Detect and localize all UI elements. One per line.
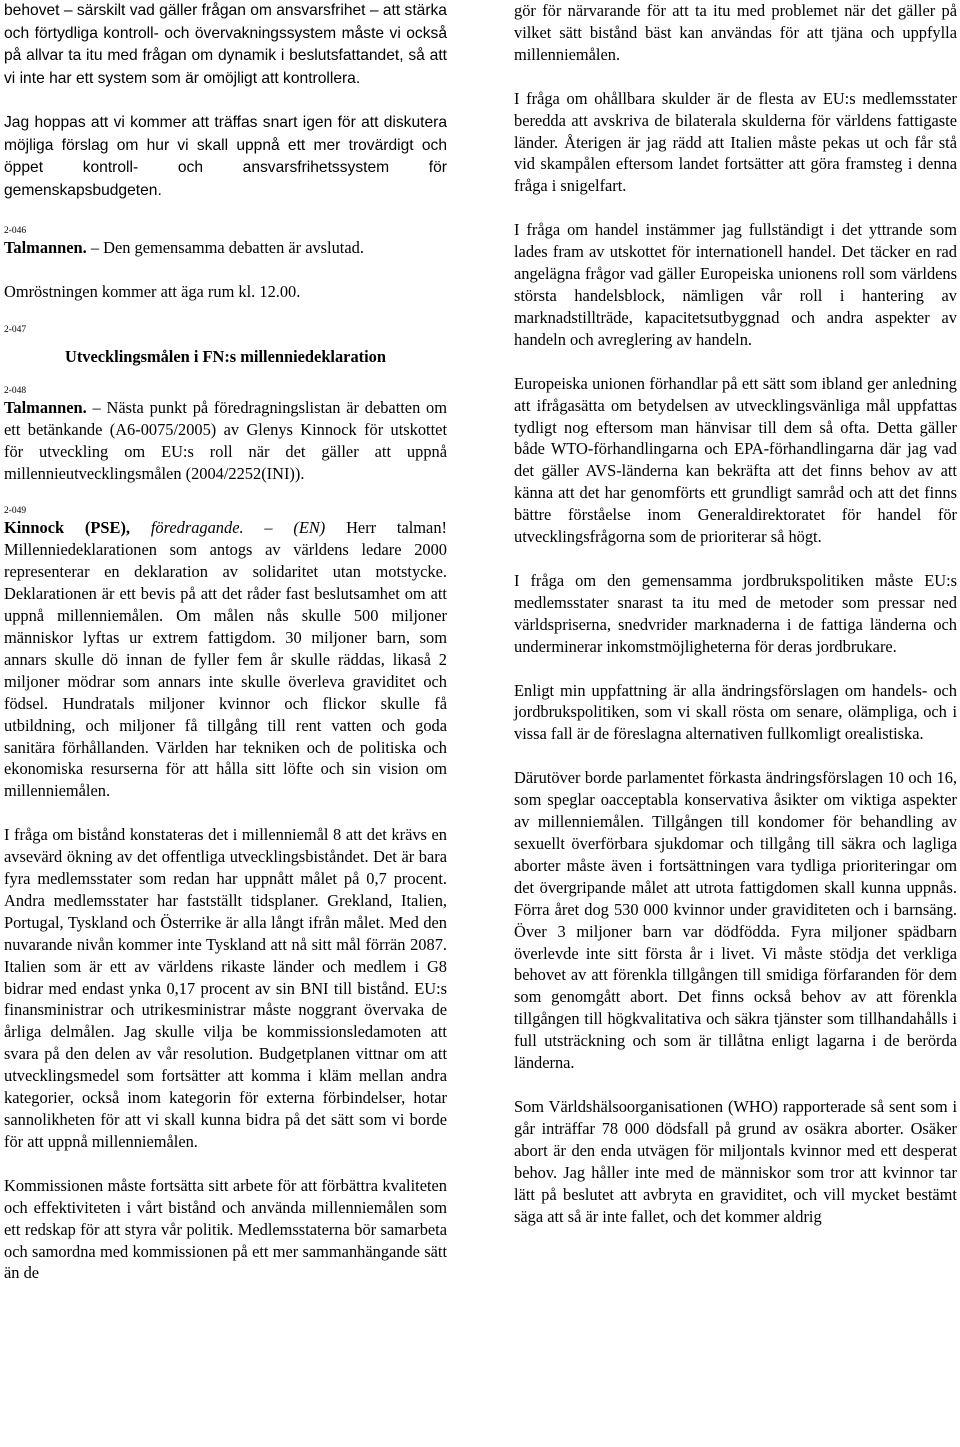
paragraph: Europeiska unionen förhandlar på ett sätt som ibland ger anledning att ifrågasätta om betydelsen av utvecklingsvänliga mål uppfattas tydligt nog eftersom man hänvisar till dem så ofta. Detta gäller både WTO-förhandlingarna och EPA-förhandlingarna där jag vad det gäller AVS-länderna kan bekräfta att det finns behov av att känna att det har genomförts ett grundligt samråd och att det finns bättre förståelse inom Generaldirektoratet för handel för utvecklingsfrågorna som de prioriterar så högt. (514, 373, 957, 547)
paragraph: Som Världshälsoorganisationen (WHO) rapporterade så sent som i går inträffar 78 000 dödsfall på grund av osäkra aborter. Osäker abort är den enda utvägen för miljontals kvinnor med ett desperat behov. Jag håller inte med de människor som tror att kvinnor tar lätt på beslutet att avbryta en graviditet, och vill mycket bestämt säga att så är inte fallet, och det kommer aldrig (514, 1096, 957, 1226)
paragraph: I fråga om ohållbara skulder är de flesta av EU:s medlemsstater beredda att avskriva de bilaterala skulderna för världens fattigaste länder. Återigen är jag rädd att Italien måste pekas ut och får stå vid skampålen eftersom landet fortsätter att göra framsteg i denna fråga i snigelfart. (514, 88, 957, 196)
language-tag: (EN) (293, 518, 326, 538)
paragraph: I fråga om den gemensamma jordbrukspolitiken måste EU:s medlemsstater snarast ta itu med de metoder som pressar ned världspriserna, snedvrider marknaderna i de fattiga länderna och underminerar inkomstmöjligheterna för deras jordbrukare. (514, 570, 957, 656)
left-column (4, 0, 447, 1284)
paragraph: Jag hoppas att vi kommer att träffas snart igen för att diskutera möjliga förslag om hur vi skall uppnå ett mer trovärdigt och öppet kontroll- och ansvarsfrihetssystem för gemenskapsbudgeten. (4, 114, 447, 199)
speech-text: – Den gemensamma debatten är avslutad. (86, 238, 364, 257)
speech-text: – Nästa punkt på föredragningslistan är debatten om ett betänkande (A6-0075/2005) av Glenys Kinnock för utskottet för utveckling om EU:s roll när det gäller att uppnå millennieutvecklingsmålen (2004/2252(INI)). (4, 397, 447, 483)
paragraph: gör för närvarande för att ta itu med problemet när det gäller på vilket sätt bistånd bäst kan användas för att tjäna och uppfylla millenniemålen. (514, 1, 957, 64)
section-heading: Utvecklingsmålen i FN:s millenniedeklaration (65, 346, 386, 366)
paragraph: Kommissionen måste fortsätta sitt arbete för att förbättra kvaliteten och effektiviteten i vårt bistånd och använda millenniemålen som ett redskap för att styra vår politik. Medlemsstaterna bör samarbeta och samordna med kommissionen på ett mer sammanhängande sätt än de (4, 1175, 447, 1283)
paragraph: behovet – särskilt vad gäller frågan om ansvarsfrihet – att stärka och förtydliga kontroll- och övervakningssystem måste vi också på allvar ta itu med frågan om dynamik i beslutsfattandet, så att vi inte har ett system som är omöjligt att kontrollera. (4, 2, 447, 87)
speech-text: Herr talman! Millenniedeklarationen som antogs av världens ledare 2000 representerar en deklaration av solidaritet utan motstycke. Deklarationen är ett bevis på att det råder fast beslutsamhet om att uppnå millenniemålen. Om målen nås skulle 500 miljoner människor lyftas ur extrem fattigdom. 30 miljoner barn, som annars skulle dö innan de fyller fem år skulle räddas, likaså 2 miljoner mödrar som annars inte skulle överleva graviditet och födsel. Hundratals miljoner kvinnor och flickor skulle få utbildning, och miljoner få tillgång till rent vatten och goda sanitära förhållanden. Världen har tekniken och de politiska och ekonomiska resurserna för att hålla sitt löfte och sin vision om millenniemålen. (4, 518, 447, 801)
item-reference: 2-047 (4, 324, 27, 335)
paragraph: Därutöver borde parlamentet förkasta ändringsförslagen 10 och 16, som speglar oacceptabla konservativa åsikter om viktiga aspekter av millenniemålen. Tillgången till kondomer för behandling av sexuellt överförbara sjukdomar och tillgång till säkra och lagliga aborter måste även i fortsättningen vara tydliga prioriteringar om det övergripande målet att utrota fattigdomen skall kunna uppnås. Förra året dog 530 000 kvinnor under graviditeten och i barnsäng. Över 3 miljoner barn var dödfödda. Fyra miljoner spädbarn överlevde inte sitt första år i livet. Vi måste stödja det verkliga behovet av att förenkla tillgången till smidiga förfaranden för dem som genomgått abort. Det finns också behov av att förenkla tillgången till högkvalitativa och säkra tjänster som tillhandahålls i full utsträckning och som är tillåtna enligt lagarna i de berörda länderna. (514, 768, 957, 1073)
speaker-line: Kinnock (PSE), föredragande. – (EN) Herr talman! Millenniedeklarationen som antogs av världens ledare 2000 representerar en deklaration av solidaritet utan motstycke. Deklarationen är ett bevis på att det råder fast beslutsamhet om att uppnå millenniemålen. Om målen nås skulle 500 miljoner människor lyftas ur extrem fattigdom. 30 miljoner barn, som annars skulle dö innan de fyller fem år skulle räddas, likaså 2 miljoner mödrar som annars inte skulle överleva graviditet och födsel. Hundratals miljoner kvinnor och flickor skulle få utbildning, och miljoner få tillgång till rent vatten och goda sanitära förhållanden. Världen har tekniken och de politiska och ekonomiska resurserna för att hålla sitt löfte och sin vision om millenniemålen. (4, 518, 447, 801)
right-column (514, 0, 957, 1227)
speaker-name: Talmannen. (4, 238, 87, 257)
item-reference: 2-046 (4, 226, 27, 236)
paragraph: I fråga om handel instämmer jag fullständigt i det yttrande som lades fram av utskottet för internationell handel. Det täcker en rad angelägna frågor vad gäller Europeiska unionens roll som världens största handelsblock, nämligen vår roll i hantering av marknadstillträde, kapacitetsutbyggnad och andra aspekter av handeln och avreglering av handeln. (514, 220, 957, 349)
item-reference: 2-049 (4, 506, 27, 517)
speaker-line (4, 397, 447, 485)
paragraph: I fråga om bistånd konstateras det i millenniemål 8 att det krävs en avsevärd ökning av det offentliga utvecklingsbiståndet. Det är bara fyra medlemsstater som redan har uppnått målet på 0,7 procent. Andra medlemsstater har fastställt tidsplaner. Grekland, Italien, Portugal, Tyskland och Österrike är alla långt ifrån målet. Med den nuvarande nivån kommer inte Tyskland att nå sitt mål förrän 2087. Italien som är ett av världens rikaste länder och medlem i G8 bidrar med endast ynka 0,17 procent av sin BNI till bistånd. EU:s finansministrar och utrikesministrar måste noggrant övervaka de årliga delmålen. Jag skulle vilja be kommissionsledamoten att svara på den delen av vår resolution. Budgetplanen vittnar om att utvecklingsmedel som fortsätter att komma i kläm mellan andra kategorier, också inom kategorin för externa förbindelser, hotar sannolikheten för att vi skall kunna bidra på det sätt som vi borde för att uppnå millenniemålen. (4, 825, 447, 1151)
speaker-role: föredragande. (150, 518, 244, 538)
paragraph: Enligt min uppfattning är alla ändringsförslagen om handels- och jordbrukspolitiken, som vi skall rösta om senare, olämpliga, och i vissa fall är de föreslagna alternativen fullkomligt orealistiska. (514, 680, 957, 744)
speaker-name: Kinnock (PSE), (4, 518, 131, 538)
item-reference: 2-048 (4, 385, 27, 396)
paragraph: Omröstningen kommer att äga rum kl. 12.00. (4, 281, 301, 301)
speaker-name: Talmannen. (4, 397, 87, 417)
speaker-line (4, 237, 447, 259)
